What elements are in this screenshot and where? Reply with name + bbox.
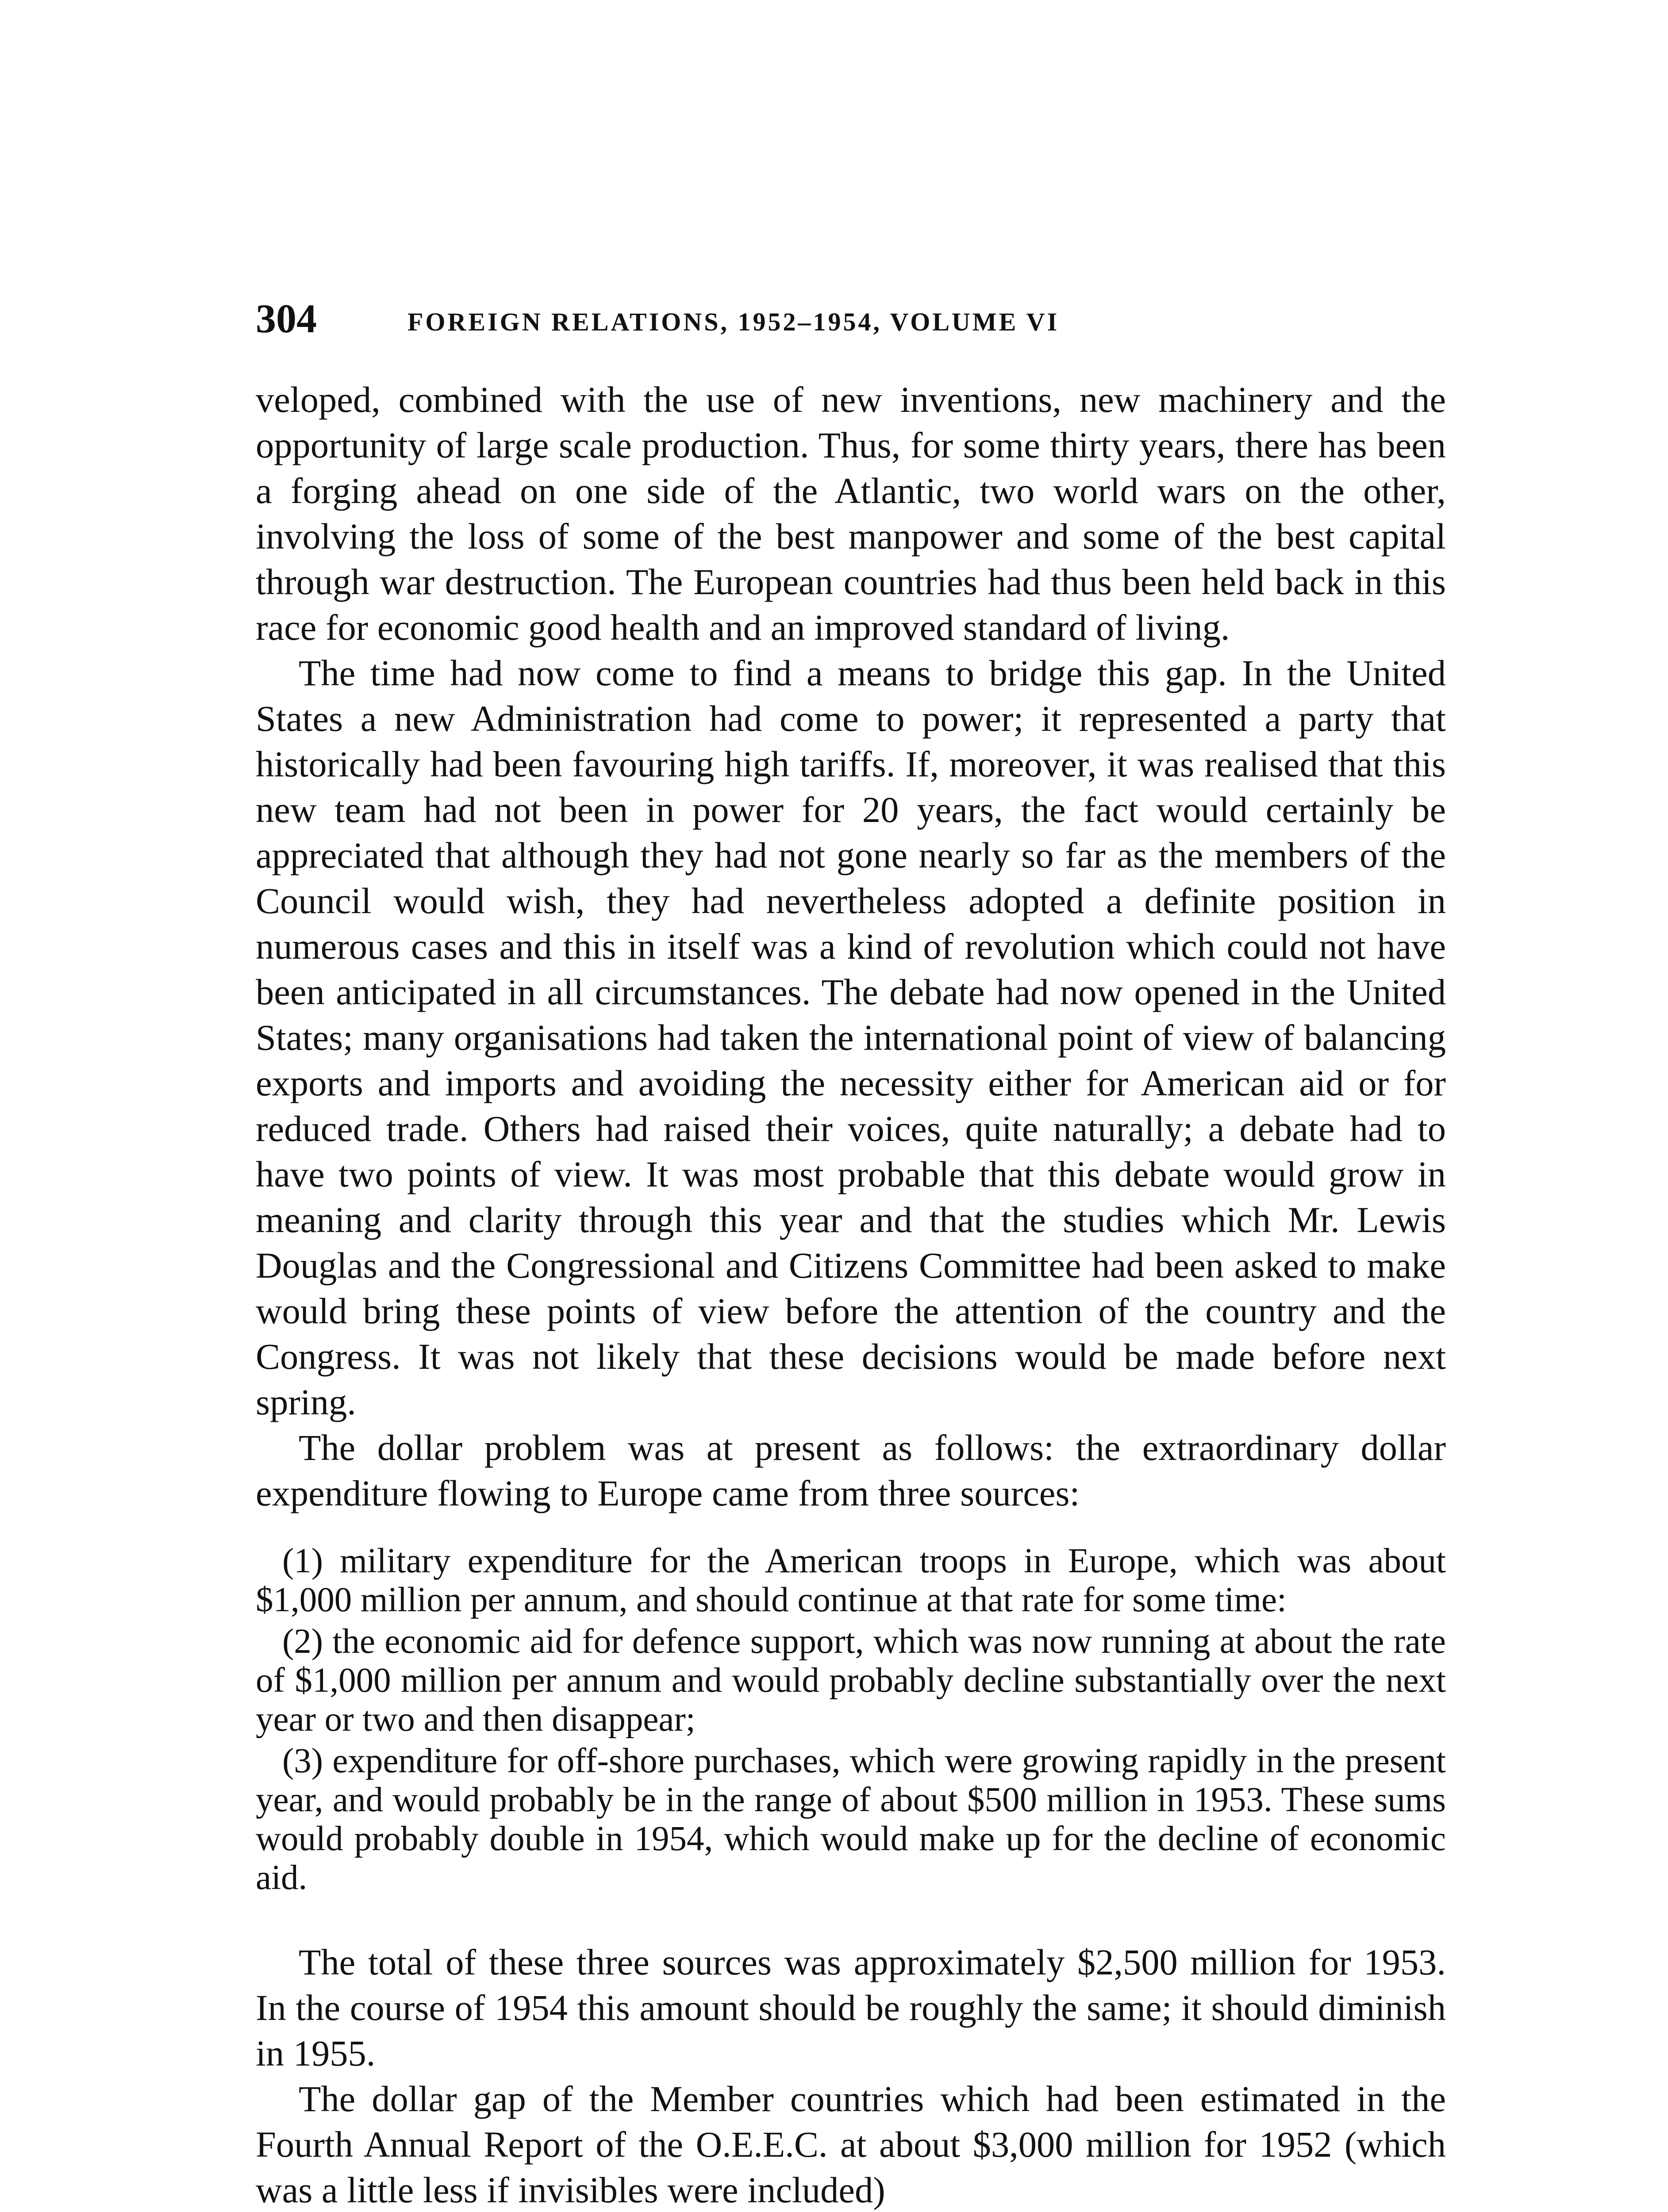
paragraph-bridge-gap: The time had now come to find a means to bridge this gap. In the United States a new Administration had come to power; it represented a party that historically had been favouring high tariffs. If, moreover, it was realised that this new team had not been in power for 20 years, the fact would certainly be appreciated that although they had not gone nearly so far as the members of the Council would wish, they had nevertheless adopted a definite position in numerous cases and this in itself was a kind of revolution which could not have been anticipated in all circumstances. The debate had now opened in the United States; many organisations had taken the international point of view of balancing exports and imports and avoiding the necessity either for American aid or for reduced trade. Others had raised their voices, quite naturally; a debate had to have two points of view. It was most probable that this debate would grow in meaning and clarity through this year and that the studies which Mr. Lewis Douglas and the Congressional and Citizens Committee had been asked to make would bring these points of view before the attention of the country and the Congress. It was not likely that these decisions would be made before next spring.: [256, 653, 1446, 1422]
page-number: 304: [256, 296, 317, 341]
running-title: FOREIGN RELATIONS, 1952–1954, VOLUME VI: [407, 307, 1060, 336]
list-item-military: (1) military expenditure for the American troops in Europe, which was about $1,000 million per annum, and should continue at that rate for some time:: [256, 1542, 1446, 1619]
list-item-economic-aid: (2) the economic aid for defence support, which was now running at about the rate of $1,000 million per annum and would probably decline substantially over the next year or two and then disappear;: [256, 1622, 1446, 1739]
paragraph-total: The total of these three sources was approximately $2,500 million for 1953. In the course of 1954 this amount should be roughly the same; it should diminish in 1955.: [256, 1942, 1446, 2074]
paragraph-dollar-problem: The dollar problem was at present as follows: the extraordinary dollar expenditure flowing to Europe came from three sources:: [256, 1427, 1446, 1513]
body-text: [256, 377, 1446, 2212]
expenditure-sources-list: [256, 1542, 1446, 1897]
paragraph-dollar-gap: The dollar gap of the Member countries which had been estimated in the Fourth Annual Report of the O.E.E.C. at about $3,000 million for 1952 (which was a little less if invisibles were included): [256, 2078, 1446, 2210]
running-head: [256, 292, 1450, 345]
list-item-off-shore: (3) expenditure for off-shore purchases, which were growing rapidly in the present year, and would probably be in the range of about $500 million in 1953. These sums would probably double in 1954, which would make up for the decline of economic aid.: [256, 1742, 1446, 1897]
paragraph-continued: veloped, combined with the use of new inventions, new machinery and the opportunity of large scale production. Thus, for some thirty years, there has been a forging ahead on one side of the Atlantic, two world wars on the other, involving the loss of some of the best manpower and some of the best capital through war destruction. The European countries had thus been held back in this race for economic good health and an improved standard of living.: [256, 379, 1446, 648]
